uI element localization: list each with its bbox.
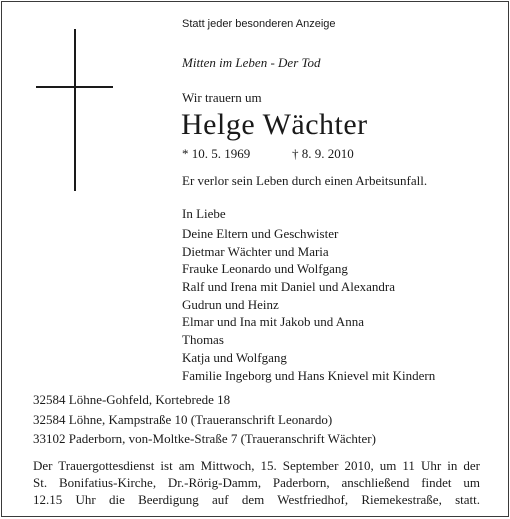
- header-line: Statt jeder besonderen Anzeige: [182, 18, 336, 30]
- family-member: Frauke Leonardo und Wolfgang: [182, 261, 348, 277]
- family-member: Dietmar Wächter und Maria: [182, 243, 329, 259]
- intro-line: Wir trauern um: [182, 90, 262, 105]
- family-member: Gudrun und Heinz: [182, 296, 279, 312]
- service-line: St. Bonifatius-Kirche, Dr.-Rörig-Damm, Paderborn, anschließend findet um: [33, 475, 480, 490]
- family-member: Deine Eltern und Geschwister: [182, 226, 339, 241]
- family-member: Elmar und Ina mit Jakob und Anna: [182, 314, 364, 330]
- family-member: Ralf und Irena mit Daniel und Alexandra: [182, 279, 395, 295]
- motto: Mitten im Leben - Der Tod: [182, 55, 321, 70]
- death-date: † 8. 9. 2010: [292, 146, 354, 161]
- service-line: 12.15 Uhr die Beerdigung auf dem Westfriedhof, Riemekestraße, statt.: [33, 492, 480, 507]
- obituary-notice: [1, 1, 509, 517]
- in-love-line: In Liebe: [182, 206, 226, 221]
- cross-icon-vertical: [74, 29, 76, 191]
- family-member: Katja und Wolfgang: [182, 349, 287, 365]
- address-line: 32584 Löhne-Gohfeld, Kortebrede 18: [33, 392, 231, 407]
- family-list: [182, 225, 435, 384]
- cause-line: Er verlor sein Leben durch einen Arbeitsunfall.: [182, 173, 428, 188]
- cross-icon-horizontal: [36, 86, 113, 88]
- deceased-name: Helge Wächter: [181, 108, 368, 141]
- service-line: Der Trauergottesdienst ist am Mittwoch, 15. September 2010, um 11 Uhr in der: [33, 458, 480, 473]
- address-line: 33102 Paderborn, von-Moltke-Straße 7 (Traueranschrift Wächter): [33, 431, 376, 446]
- family-member: Familie Ingeborg und Hans Knievel mit Kindern: [182, 367, 436, 383]
- birth-date: * 10. 5. 1969: [182, 146, 251, 161]
- address-line: 32584 Löhne, Kampstraße 10 (Traueranschrift Leonardo): [33, 411, 333, 427]
- service-paragraph: [33, 457, 480, 508]
- family-member: Thomas: [182, 332, 224, 348]
- address-list: [33, 390, 376, 449]
